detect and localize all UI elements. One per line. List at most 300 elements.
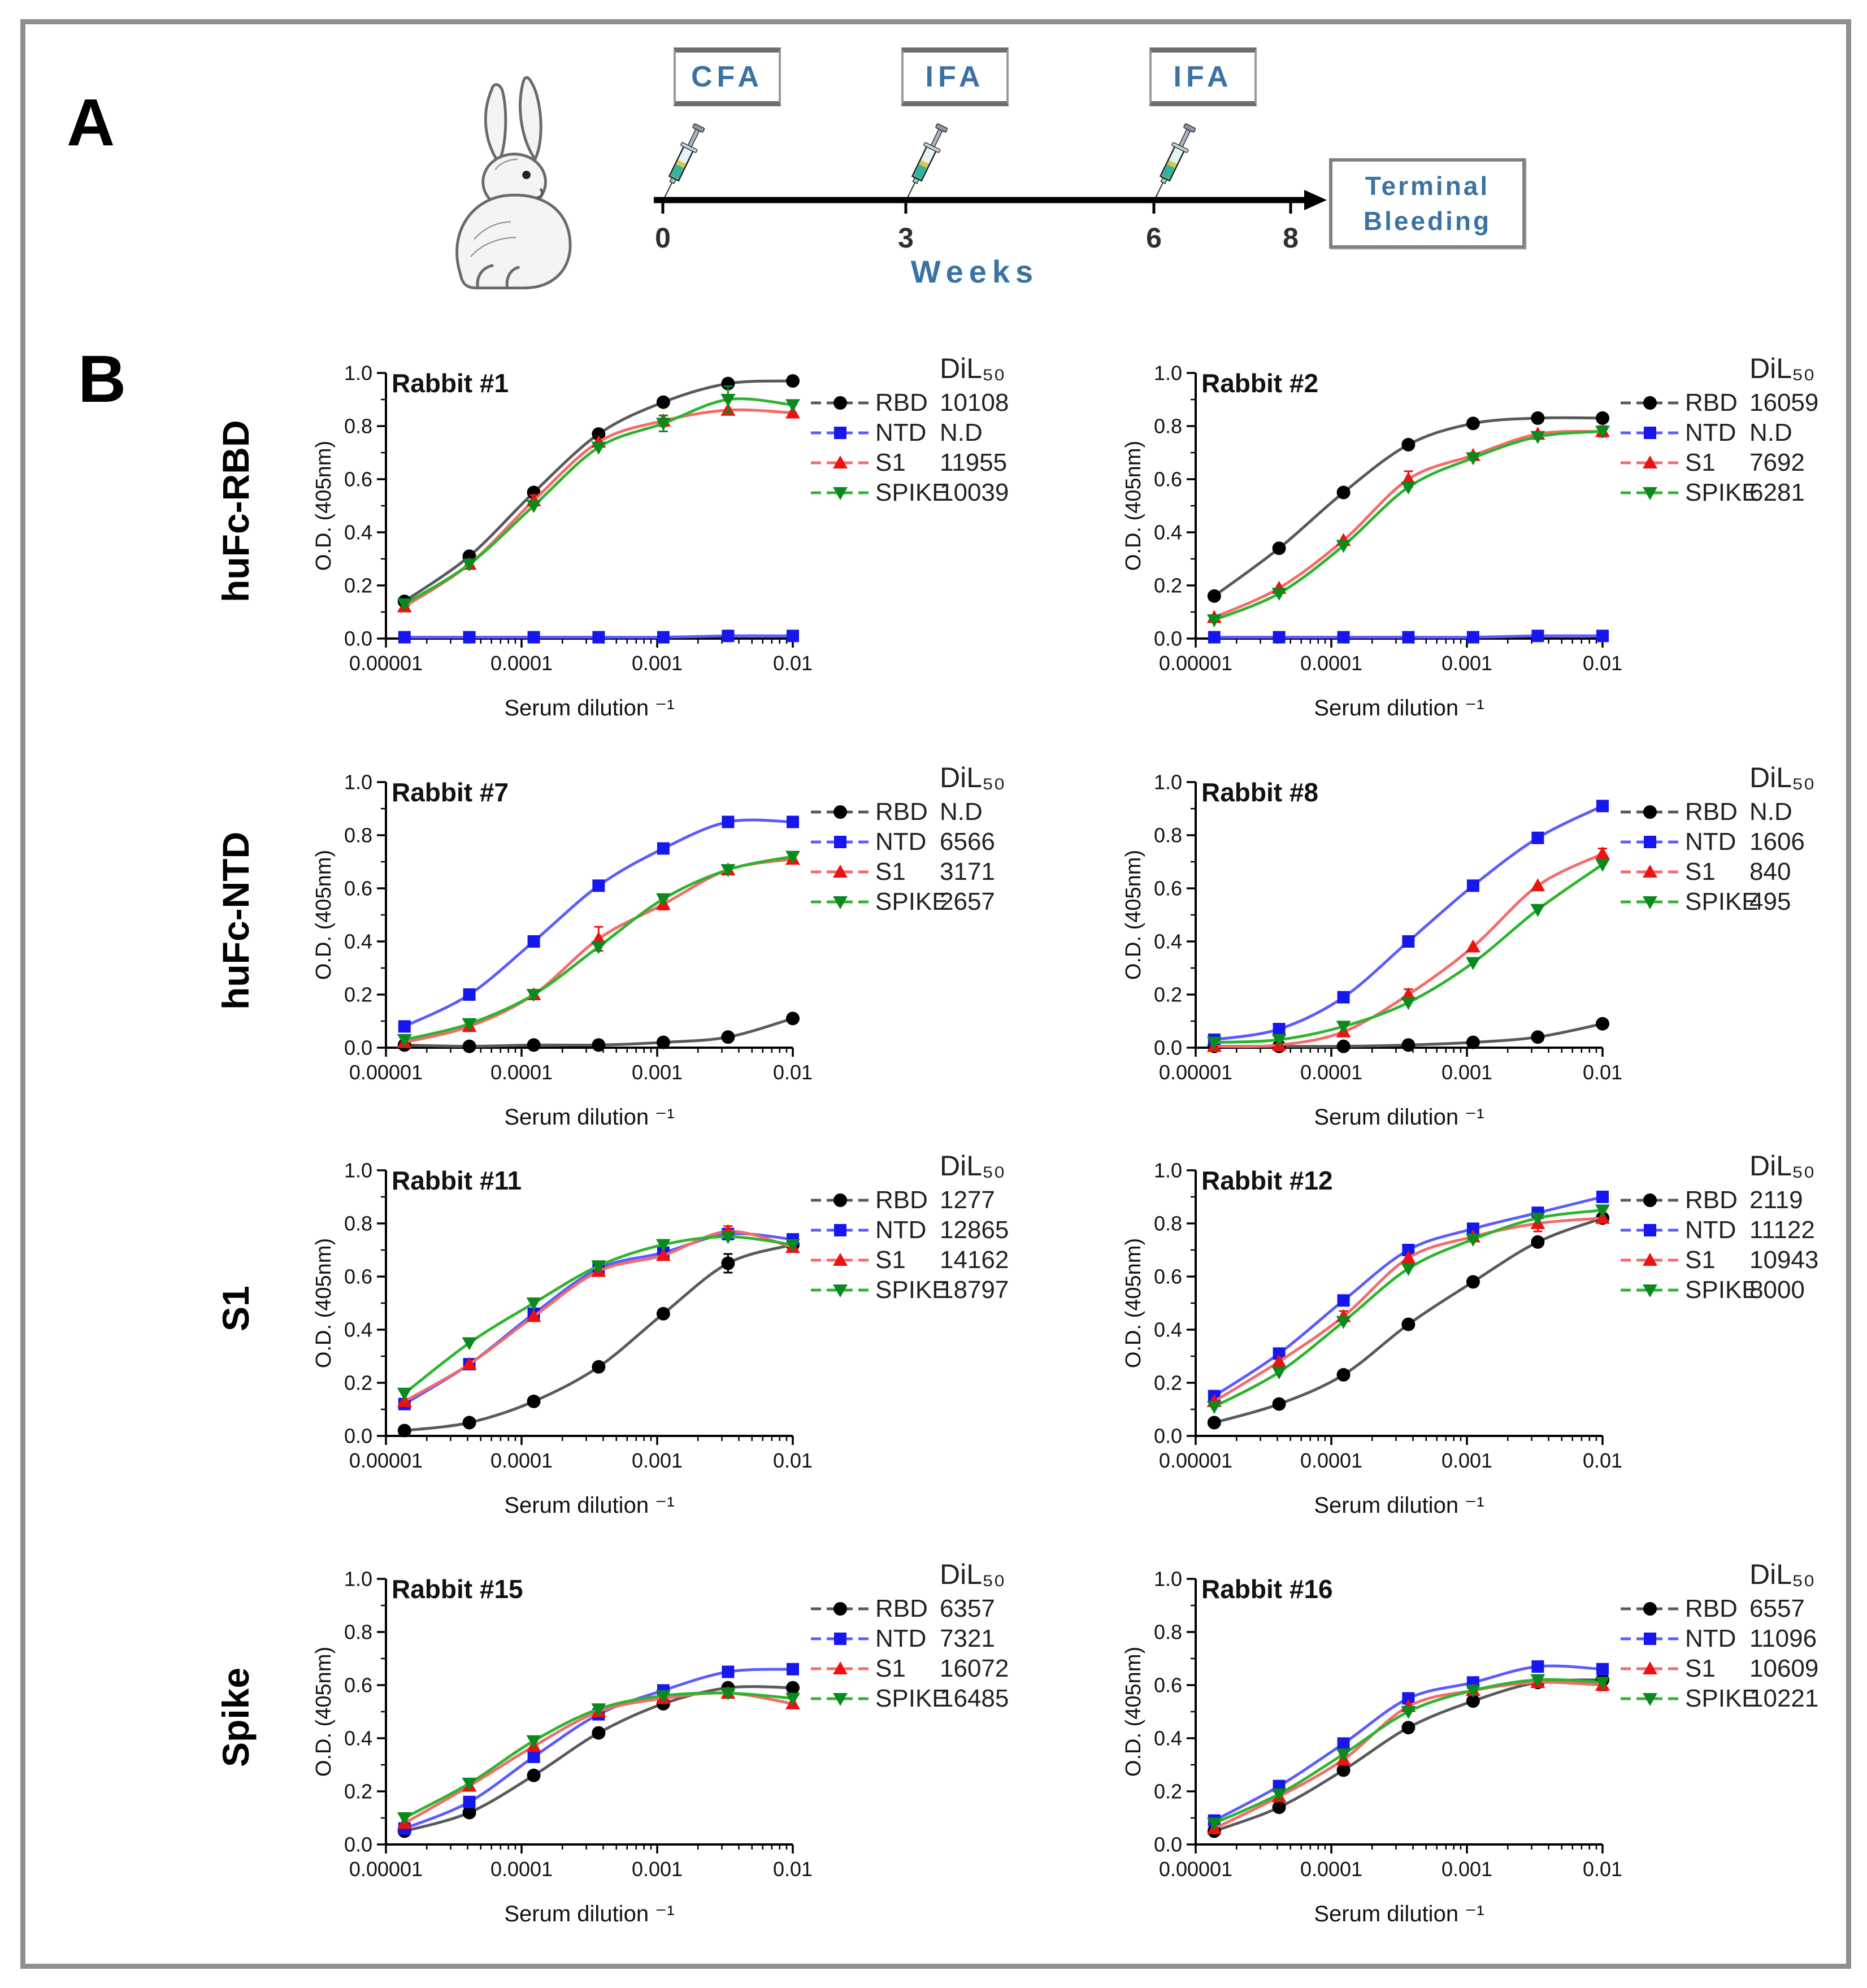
rabbit-8-ntd-point [1596, 800, 1609, 812]
chart-cell-rabbit-11 [307, 1148, 1109, 1543]
rabbit-8-s1-point [1530, 878, 1545, 891]
y-tick-label: 0.8 [1153, 1212, 1182, 1235]
legend-row-s1 [809, 1653, 1108, 1683]
legend-series-name: S1 [875, 1245, 906, 1274]
rabbit-16-rbd-point [1401, 1721, 1415, 1734]
rabbit-1-ntd-point [463, 631, 476, 644]
y-tick-label: 1.0 [1153, 770, 1182, 794]
legend-row-spike [809, 1683, 1108, 1713]
y-tick-label: 0.2 [344, 983, 372, 1006]
x-tick-label: 0.001 [1441, 1061, 1493, 1084]
rabbit-8-s1-point [1595, 847, 1610, 860]
rabbit-15-ntd-point [722, 1666, 734, 1678]
rabbit-15-ntd-point [787, 1663, 799, 1676]
rabbit-16-spike-point [1401, 1706, 1416, 1719]
legend-dil50-value: 7692 [1749, 448, 1805, 476]
x-tick-label: 0.0001 [490, 1857, 553, 1881]
y-tick-label: 0.4 [344, 1318, 372, 1342]
x-axis-label: Serum dilution ⁻¹ [1314, 696, 1484, 720]
panel-a-label: A [67, 85, 115, 160]
legend-marker-triangle-down-icon [1618, 1687, 1685, 1711]
legend-marker-triangle-up-icon [809, 860, 875, 884]
x-tick-label: 0.001 [1441, 652, 1493, 675]
legend-marker-circle-icon [809, 800, 875, 824]
week-tick-6: 6 [1146, 222, 1162, 254]
legend-row-ntd [1618, 1215, 1867, 1245]
chart-cell-rabbit-1 [307, 350, 1109, 746]
rabbit-8-spike-point [1466, 957, 1480, 970]
legend-series-name: NTD [875, 418, 927, 446]
legend-marker-circle-icon [1618, 800, 1685, 824]
legend-dil50-value: 1277 [940, 1186, 995, 1214]
legend-series-name: SPIKE [1685, 1275, 1759, 1304]
chart-title: Rabbit #16 [1201, 1574, 1333, 1604]
chart-title: Rabbit #15 [392, 1574, 523, 1604]
rabbit-15-rbd-point [527, 1769, 541, 1782]
y-tick-label: 0.2 [1153, 1779, 1182, 1803]
y-tick-label: 0.2 [1153, 1371, 1182, 1395]
rabbit-11-s1-curve [405, 1231, 793, 1401]
y-tick-label: 0.4 [1153, 1726, 1182, 1750]
chart-title: Rabbit #12 [1201, 1166, 1333, 1195]
legend-row-ntd [809, 1215, 1108, 1245]
legend-rabbit-15 [809, 1557, 1108, 1713]
legend-series-name: RBD [1685, 797, 1738, 826]
legend-row-ntd [809, 1624, 1108, 1653]
y-axis-label: O.D. (405nm) [1122, 440, 1145, 571]
chart-title: Rabbit #8 [1201, 778, 1319, 807]
legend-series-name: NTD [1685, 827, 1736, 856]
legend-dil50-value: 6566 [940, 827, 995, 856]
dil50-header: DiL₅₀ [940, 1559, 1005, 1590]
rabbit-8-ntd-point [1273, 1023, 1286, 1035]
adjuvant-box-cfa-label: CFA [691, 60, 763, 93]
rabbit-2-spike-point [1272, 588, 1287, 601]
legend-marker-shape [834, 427, 846, 439]
rabbit-7-ntd-point [463, 988, 476, 1001]
legend-series-name: RBD [875, 797, 928, 826]
x-tick-label: 0.001 [631, 1857, 683, 1881]
legend-row-spike [809, 887, 1108, 917]
y-tick-label: 0.6 [344, 1265, 372, 1288]
x-tick-label: 0.001 [631, 1449, 683, 1472]
y-tick-label: 0.6 [1153, 876, 1182, 900]
rabbit-8-ntd-point [1402, 935, 1414, 948]
legend-dil50-value: 12865 [940, 1216, 1009, 1244]
rabbit-7-ntd-curve [405, 820, 793, 1026]
legend-row-s1 [1618, 857, 1867, 887]
legend-marker-triangle-down-icon [1618, 1278, 1685, 1302]
legend-marker-square-icon [1618, 1627, 1685, 1651]
legend-marker-shape [1643, 396, 1657, 410]
x-tick-label: 0.01 [1582, 652, 1623, 675]
legend-dil50-value: 10221 [1749, 1684, 1819, 1712]
y-axis-label: O.D. (405nm) [312, 1238, 336, 1369]
legend-dil50-value: 3171 [940, 857, 995, 886]
legend-marker-shape [833, 396, 847, 410]
rabbit-8-rbd-point [1466, 1036, 1480, 1049]
legend-marker-shape [1643, 1602, 1657, 1616]
legend-dil50-value: 7321 [940, 1624, 995, 1652]
legend-dil50-value: N.D [1749, 797, 1792, 826]
y-tick-label: 0.0 [344, 627, 372, 650]
chart-title: Rabbit #7 [392, 778, 509, 807]
rabbit-2-rbd-point [1337, 486, 1351, 500]
rabbit-12-rbd-point [1531, 1235, 1544, 1249]
legend-marker-triangle-up-icon [809, 451, 875, 475]
elisa-chart-rabbit-7 [307, 759, 815, 1155]
legend-dil50-value: 2119 [1749, 1186, 1803, 1214]
week-tick-8: 8 [1283, 222, 1299, 254]
rabbit-2-rbd-point [1273, 541, 1286, 555]
y-tick-label: 0.8 [1153, 1620, 1182, 1644]
legend-dil50-value: N.D [940, 418, 983, 446]
rabbit-12-ntd-point [1596, 1191, 1609, 1203]
dil50-header: DiL₅₀ [940, 1150, 1005, 1182]
legend-series-name: S1 [1685, 857, 1716, 886]
legend-row-rbd [1618, 797, 1867, 827]
x-tick-label: 0.01 [772, 1449, 813, 1472]
x-tick-label: 0.01 [1582, 1061, 1623, 1084]
x-tick-label: 0.001 [631, 1061, 683, 1084]
legend-marker-triangle-down-icon [1618, 481, 1685, 505]
rabbit-2-ntd-point [1338, 631, 1350, 644]
legend-dil50-value: 16059 [1749, 388, 1819, 416]
rabbit-8-ntd-point [1467, 879, 1479, 892]
rabbit-2-ntd-point [1273, 631, 1286, 644]
x-tick-label: 0.0001 [490, 652, 553, 675]
rabbit-8-spike-point [1595, 859, 1610, 872]
legend-series-name: S1 [1685, 448, 1716, 476]
y-tick-label: 0.4 [1153, 1318, 1182, 1342]
rabbit-2-rbd-point [1401, 438, 1415, 452]
legend-marker-shape [1643, 1193, 1657, 1207]
legend-marker-square-icon [1618, 421, 1685, 445]
legend-dil50-value: 18797 [940, 1275, 1009, 1304]
y-tick-label: 0.0 [1153, 627, 1182, 650]
rabbit-16-ntd-point [1338, 1737, 1350, 1750]
rabbit-1-ntd-point [787, 630, 799, 642]
legend-marker-circle-icon [1618, 1597, 1685, 1621]
x-tick-label: 0.001 [631, 652, 683, 675]
legend-dil50-value: 840 [1749, 857, 1791, 886]
rabbit-1-ntd-point [722, 630, 734, 642]
legend-dil50-value: 8000 [1749, 1275, 1805, 1304]
week-tick-3: 3 [898, 222, 914, 254]
y-tick-label: 0.4 [344, 1726, 372, 1750]
y-tick-label: 1.0 [1153, 1158, 1182, 1182]
x-axis-label: Serum dilution ⁻¹ [504, 1105, 675, 1130]
x-tick-label: 0.00001 [349, 1449, 423, 1472]
legend-series-name: NTD [1685, 418, 1736, 446]
x-tick-label: 0.0001 [1300, 1061, 1363, 1084]
rabbit-2-rbd-point [1208, 589, 1221, 603]
chart-cell-rabbit-16 [1117, 1556, 1867, 1952]
legend-series-name: NTD [875, 1624, 927, 1652]
x-axis-label: Serum dilution ⁻¹ [504, 696, 675, 720]
legend-series-name: SPIKE [875, 1684, 949, 1712]
rabbit-7-ntd-point [592, 879, 605, 892]
legend-row-spike [1618, 1683, 1867, 1713]
legend-series-name: SPIKE [1685, 478, 1759, 506]
legend-marker-circle-icon [809, 1597, 875, 1621]
elisa-chart-rabbit-1 [307, 350, 815, 746]
y-tick-label: 0.4 [1153, 520, 1182, 544]
rabbit-11-rbd-point [463, 1416, 476, 1430]
y-tick-label: 0.0 [1153, 1424, 1182, 1448]
legend-rabbit-8 [1618, 761, 1867, 917]
y-tick-label: 0.2 [344, 1371, 372, 1395]
rabbit-2-ntd-point [1531, 630, 1544, 642]
rabbit-8-rbd-point [1337, 1040, 1351, 1053]
rabbit-7-rbd-point [786, 1012, 800, 1025]
legend-row-ntd [1618, 418, 1867, 448]
legend-marker-square-icon [809, 421, 875, 445]
y-tick-label: 1.0 [344, 1158, 372, 1182]
rabbit-7-rbd-point [527, 1038, 541, 1052]
rabbit-12-spike-point [1401, 1263, 1416, 1276]
legend-row-spike [1618, 1275, 1867, 1305]
rabbit-11-rbd-point [527, 1395, 541, 1408]
y-axis-label: O.D. (405nm) [312, 1646, 336, 1777]
chart-cell-rabbit-12 [1117, 1148, 1867, 1543]
legend-row-ntd [1618, 1624, 1867, 1653]
x-axis-label: Serum dilution ⁻¹ [504, 1902, 675, 1926]
chart-cell-rabbit-2 [1117, 350, 1867, 746]
rabbit-8-rbd-point [1596, 1017, 1609, 1031]
y-tick-label: 1.0 [344, 1567, 372, 1591]
rabbit-7-ntd-point [657, 843, 670, 855]
rabbit-16-ntd-point [1596, 1663, 1609, 1676]
legend-dil50-value: 11955 [940, 448, 1008, 476]
chart-cell-rabbit-15 [307, 1556, 1109, 1952]
rabbit-8-rbd-point [1401, 1038, 1415, 1052]
rabbit-12-rbd-point [1466, 1275, 1480, 1288]
y-tick-label: 0.6 [344, 1673, 372, 1697]
legend-row-s1 [1618, 448, 1867, 478]
x-tick-label: 0.01 [1582, 1449, 1623, 1472]
rabbit-7-ntd-point [722, 816, 734, 828]
legend-marker-square-icon [1618, 1218, 1685, 1242]
legend-marker-shape [1643, 805, 1657, 819]
rabbit-7-ntd-point [528, 935, 540, 948]
legend-marker-shape [1644, 836, 1656, 848]
rabbit-2-ntd-point [1467, 631, 1479, 644]
legend-rabbit-11 [809, 1149, 1108, 1305]
dil50-header: DiL₅₀ [940, 762, 1005, 793]
legend-marker-shape [1644, 1633, 1656, 1645]
rabbit-15-rbd-point [786, 1681, 800, 1695]
chart-cell-rabbit-8 [1117, 759, 1867, 1155]
adjuvant-box-cfa [674, 47, 781, 106]
rabbit-15-rbd-point [592, 1726, 605, 1740]
rabbit-2-rbd-point [1466, 416, 1480, 430]
rabbit-illustration [425, 72, 600, 298]
legend-row-rbd [809, 1185, 1108, 1215]
x-tick-label: 0.0001 [1300, 652, 1363, 675]
y-tick-label: 1.0 [344, 361, 372, 385]
legend-rabbit-16 [1618, 1557, 1867, 1713]
legend-row-rbd [1618, 388, 1867, 418]
legend-series-name: S1 [875, 448, 906, 476]
legend-dil50-value: 14162 [940, 1245, 1009, 1274]
terminal-bleeding-box [1329, 158, 1526, 249]
legend-series-name: RBD [875, 1186, 928, 1214]
elisa-chart-rabbit-8 [1117, 759, 1625, 1155]
legend-marker-circle-icon [809, 1188, 875, 1212]
legend-marker-shape [1644, 1224, 1656, 1236]
x-tick-label: 0.01 [1582, 1857, 1623, 1881]
chart-title: Rabbit #2 [1201, 368, 1319, 398]
row-label-hufc-rbd: huFc-RBD [215, 420, 257, 603]
legend-row-rbd [1618, 1594, 1867, 1624]
legend-rabbit-12 [1618, 1149, 1867, 1305]
legend-series-name: SPIKE [1685, 887, 1759, 915]
rabbit-12-rbd-point [1273, 1397, 1286, 1411]
y-tick-label: 0.2 [344, 574, 372, 597]
legend-marker-triangle-down-icon [809, 890, 875, 914]
y-tick-label: 0.0 [344, 1424, 372, 1448]
y-tick-label: 1.0 [1153, 1567, 1182, 1591]
legend-row-rbd [809, 388, 1108, 418]
rabbit-2-rbd-point [1596, 411, 1609, 425]
rabbit-2-ntd-point [1402, 631, 1414, 644]
elisa-chart-rabbit-16 [1117, 1556, 1625, 1952]
legend-series-name: RBD [1685, 1594, 1738, 1622]
y-axis-label: O.D. (405nm) [312, 849, 336, 980]
legend-marker-square-icon [1618, 830, 1685, 854]
legend-marker-triangle-down-icon [809, 1687, 875, 1711]
rabbit-7-rbd-point [721, 1030, 735, 1044]
y-axis-label: O.D. (405nm) [1122, 849, 1145, 980]
x-tick-label: 0.0001 [1300, 1449, 1363, 1472]
legend-dil50-value: 10039 [940, 478, 1009, 506]
y-tick-label: 0.0 [344, 1833, 372, 1856]
legend-row-rbd [809, 797, 1108, 827]
y-tick-label: 0.2 [344, 1779, 372, 1803]
dil50-header: DiL₅₀ [1749, 1559, 1815, 1590]
legend-series-name: RBD [1685, 1186, 1738, 1214]
panel-b-label: B [78, 342, 127, 416]
legend-series-name: SPIKE [1685, 1684, 1759, 1712]
legend-marker-shape [1644, 427, 1656, 439]
rabbit-1-ntd-point [398, 631, 411, 644]
x-tick-label: 0.00001 [349, 1061, 423, 1084]
rabbit-11-rbd-point [592, 1360, 605, 1374]
legend-row-spike [1618, 887, 1867, 917]
legend-marker-shape [834, 836, 846, 848]
y-tick-label: 0.6 [1153, 1265, 1182, 1288]
y-tick-label: 0.6 [1153, 1673, 1182, 1697]
x-tick-label: 0.001 [1441, 1857, 1493, 1881]
rabbit-12-spike-point [1207, 1401, 1222, 1414]
elisa-chart-rabbit-11 [307, 1148, 815, 1543]
y-tick-label: 0.8 [344, 1212, 372, 1235]
y-tick-label: 0.6 [344, 467, 372, 491]
adjuvant-box-ifa-2 [1149, 47, 1257, 106]
chart-title: Rabbit #11 [392, 1166, 522, 1195]
legend-series-name: S1 [1685, 1245, 1716, 1274]
timeline-arrow [622, 160, 1356, 251]
y-tick-label: 0.4 [344, 520, 372, 544]
x-tick-label: 0.00001 [1158, 1061, 1233, 1084]
rabbit-1-rbd-point [657, 396, 670, 409]
y-tick-label: 1.0 [1153, 361, 1182, 385]
x-tick-label: 0.0001 [490, 1061, 553, 1084]
rabbit-12-ntd-point [1338, 1294, 1350, 1306]
legend-dil50-value: 11122 [1749, 1216, 1815, 1244]
rabbit-11-rbd-point [721, 1257, 735, 1270]
legend-row-ntd [809, 827, 1108, 857]
legend-row-spike [809, 478, 1108, 507]
legend-rabbit-2 [1618, 351, 1867, 507]
rabbit-1-ntd-point [657, 631, 670, 644]
chart-cell-rabbit-7 [307, 759, 1109, 1155]
rabbit-8-spike-point [1401, 997, 1416, 1010]
y-tick-label: 0.6 [344, 876, 372, 900]
legend-dil50-value: 6557 [1749, 1594, 1805, 1622]
rabbit-11-rbd-point [657, 1307, 670, 1321]
rabbit-2-s1-curve [1214, 431, 1603, 617]
terminal-bleeding-line1: Terminal [1365, 171, 1490, 201]
legend-series-name: S1 [1685, 1654, 1716, 1682]
legend-dil50-value: 11096 [1749, 1624, 1817, 1652]
legend-series-name: NTD [875, 827, 927, 856]
x-tick-label: 0.00001 [1158, 652, 1233, 675]
legend-rabbit-1 [809, 351, 1108, 507]
x-tick-label: 0.00001 [349, 652, 423, 675]
x-axis-label: Serum dilution ⁻¹ [1314, 1493, 1484, 1518]
x-axis-label: Serum dilution ⁻¹ [1314, 1902, 1484, 1926]
legend-marker-shape [833, 1193, 847, 1207]
y-tick-label: 0.8 [344, 823, 372, 847]
adjuvant-box-ifa-2-label: IFA [1173, 60, 1233, 93]
legend-row-s1 [1618, 1245, 1867, 1275]
y-tick-label: 0.8 [344, 414, 372, 438]
legend-dil50-value: N.D [940, 797, 983, 826]
legend-dil50-value: 1606 [1749, 827, 1805, 856]
rabbit-16-ntd-point [1531, 1660, 1544, 1673]
rabbit-1-spike-point [785, 399, 800, 412]
legend-dil50-value: 6357 [940, 1594, 995, 1622]
legend-dil50-value: 16072 [940, 1654, 1009, 1682]
rabbit-12-spike-point [1272, 1366, 1287, 1379]
rabbit-11-rbd-point [398, 1424, 411, 1438]
rabbit-2-ntd-point [1208, 631, 1221, 644]
legend-dil50-value: 10943 [1749, 1245, 1819, 1274]
week-tick-0: 0 [655, 222, 671, 254]
rabbit-16-rbd-point [1273, 1800, 1286, 1814]
y-tick-label: 0.4 [1153, 930, 1182, 953]
x-axis-label: Serum dilution ⁻¹ [1314, 1105, 1484, 1130]
rabbit-15-ntd-point [463, 1796, 476, 1808]
adjuvant-box-ifa-1 [901, 47, 1009, 106]
x-tick-label: 0.01 [772, 1857, 813, 1881]
legend-row-s1 [809, 1245, 1108, 1275]
rabbit-12-rbd-point [1208, 1416, 1221, 1430]
x-tick-label: 0.01 [772, 652, 813, 675]
y-tick-label: 0.2 [1153, 574, 1182, 597]
y-tick-label: 0.0 [1153, 1036, 1182, 1060]
legend-series-name: S1 [875, 857, 906, 886]
legend-dil50-value: N.D [1749, 418, 1792, 446]
x-tick-label: 0.0001 [490, 1449, 553, 1472]
y-tick-label: 0.6 [1153, 467, 1182, 491]
rabbit-1-rbd-point [786, 374, 800, 388]
legend-marker-triangle-up-icon [1618, 1248, 1685, 1272]
y-tick-label: 1.0 [344, 770, 372, 794]
y-tick-label: 0.4 [344, 930, 372, 953]
